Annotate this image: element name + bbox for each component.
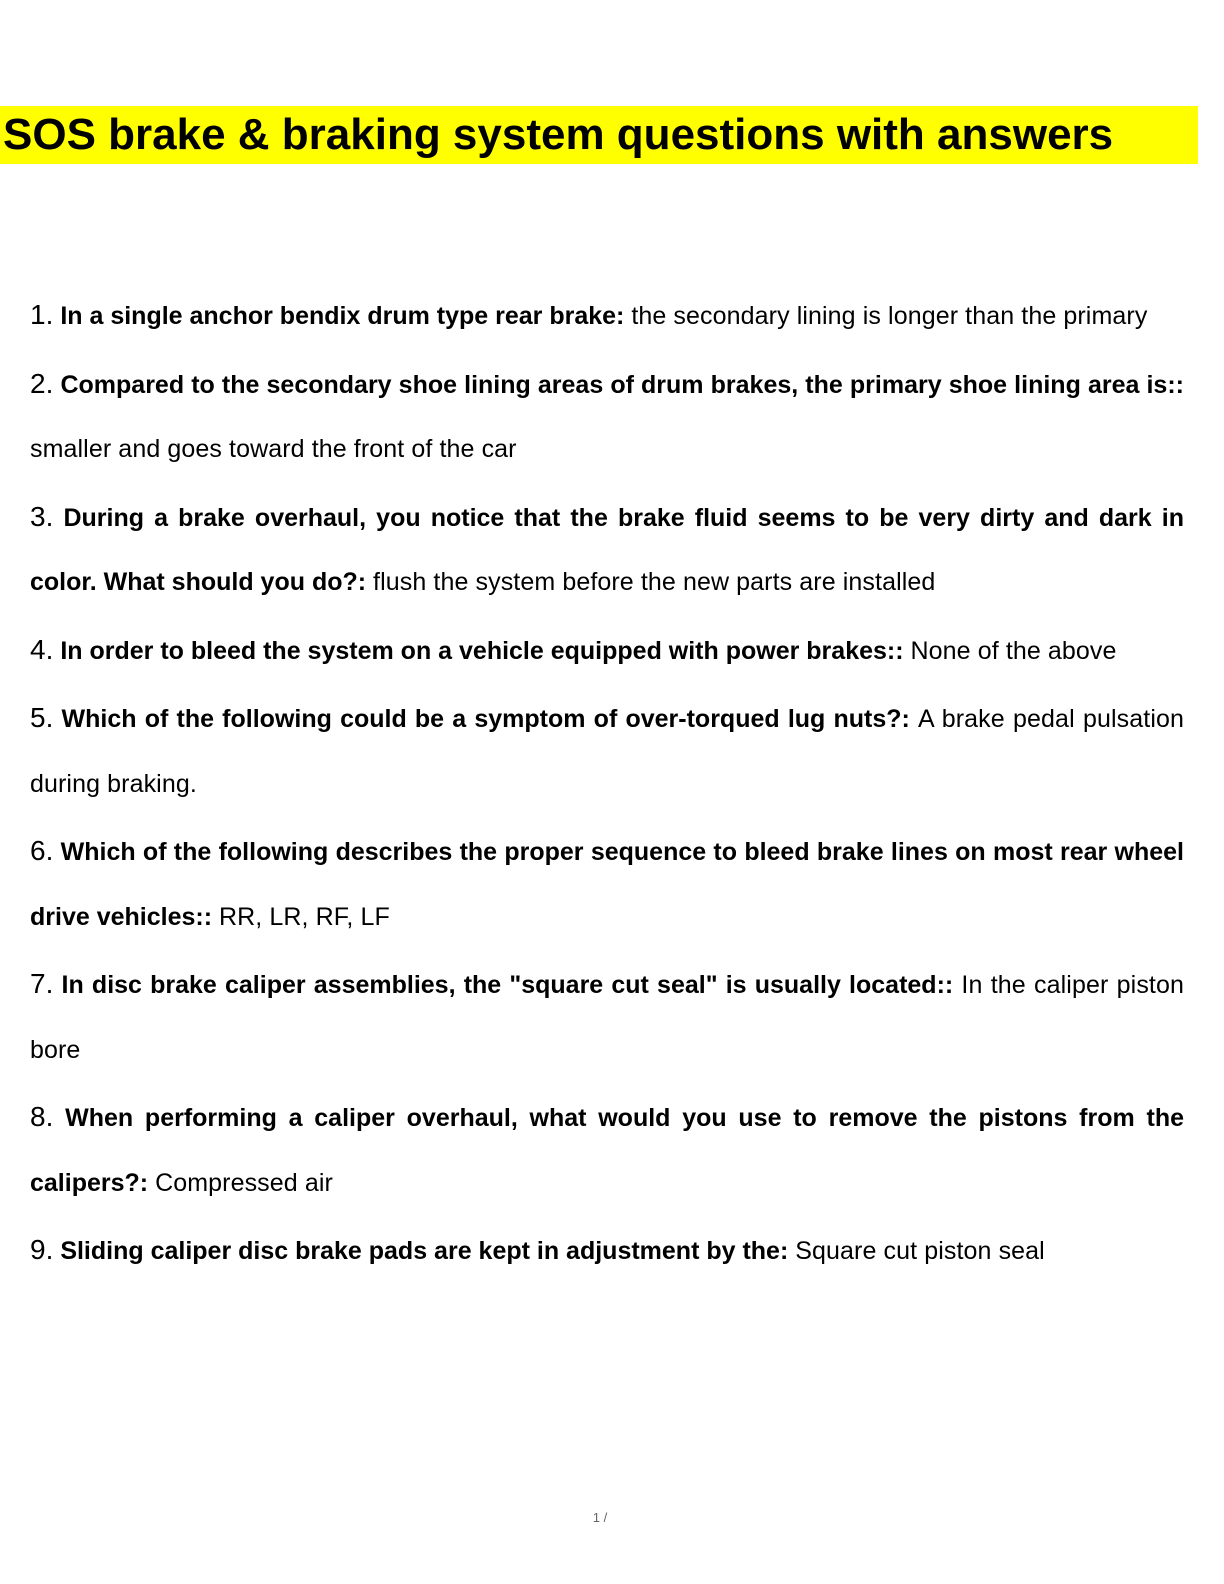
list-item	[30, 618, 1184, 684]
item-question: Sliding caliper disc brake pads are kept in adjustment by the:	[60, 1237, 789, 1265]
list-item	[30, 1085, 1184, 1215]
item-question: During a brake overhaul, you notice that the brake fluid seems to be very dirty and dark in color. What should you do?:	[30, 503, 1184, 596]
item-question: When performing a caliper overhaul, what would you use to remove the pistons from the calipers?:	[30, 1104, 1184, 1197]
item-answer: RR, LR, RF, LF	[218, 902, 390, 931]
item-question: In a single anchor bendix drum type rear brake:	[60, 302, 625, 330]
item-answer: In the caliper piston bore	[30, 971, 1184, 1064]
item-answer: the secondary lining is longer than the primary	[631, 302, 1148, 330]
item-answer: Square cut piston seal	[795, 1237, 1045, 1265]
list-item	[30, 1218, 1184, 1284]
item-question: Which of the following describes the proper sequence to bleed brake lines on most rear wheel drive vehicles::	[30, 838, 1184, 931]
item-answer: smaller and goes toward the front of the car	[30, 435, 517, 463]
item-number: 6.	[30, 835, 54, 866]
question-list	[30, 283, 1184, 1287]
item-number: 2.	[30, 367, 54, 399]
page-number: 1 /	[592, 1510, 608, 1525]
item-number: 1.	[30, 299, 54, 330]
item-number: 9.	[30, 1234, 54, 1265]
item-question: In disc brake caliper assemblies, the "square cut seal" is usually located::	[61, 971, 954, 999]
item-question: Which of the following could be a symptom of over-torqued lug nuts?:	[61, 705, 910, 733]
item-answer: None of the above	[910, 636, 1117, 665]
list-item	[30, 283, 1184, 349]
item-number: 3.	[30, 500, 54, 532]
list-item	[30, 686, 1184, 816]
item-question: Compared to the secondary shoe lining areas of drum brakes, the primary shoe lining area is::	[60, 370, 1184, 399]
page-title: SOS brake & braking system questions with answers	[0, 106, 1198, 164]
item-number: 4.	[30, 633, 54, 665]
item-answer: Compressed air	[155, 1168, 333, 1197]
list-item	[30, 819, 1184, 949]
title-banner	[0, 106, 1198, 164]
item-number: 7.	[30, 968, 54, 999]
item-answer: flush the system before the new parts are installed	[373, 568, 936, 596]
item-number: 5.	[30, 702, 54, 733]
list-item	[30, 952, 1184, 1082]
item-answer: A brake pedal pulsation during braking.	[30, 705, 1184, 798]
item-number: 8.	[30, 1101, 54, 1132]
list-item	[30, 485, 1184, 615]
list-item	[30, 352, 1184, 482]
item-question: In order to bleed the system on a vehicle equipped with power brakes::	[60, 636, 904, 665]
